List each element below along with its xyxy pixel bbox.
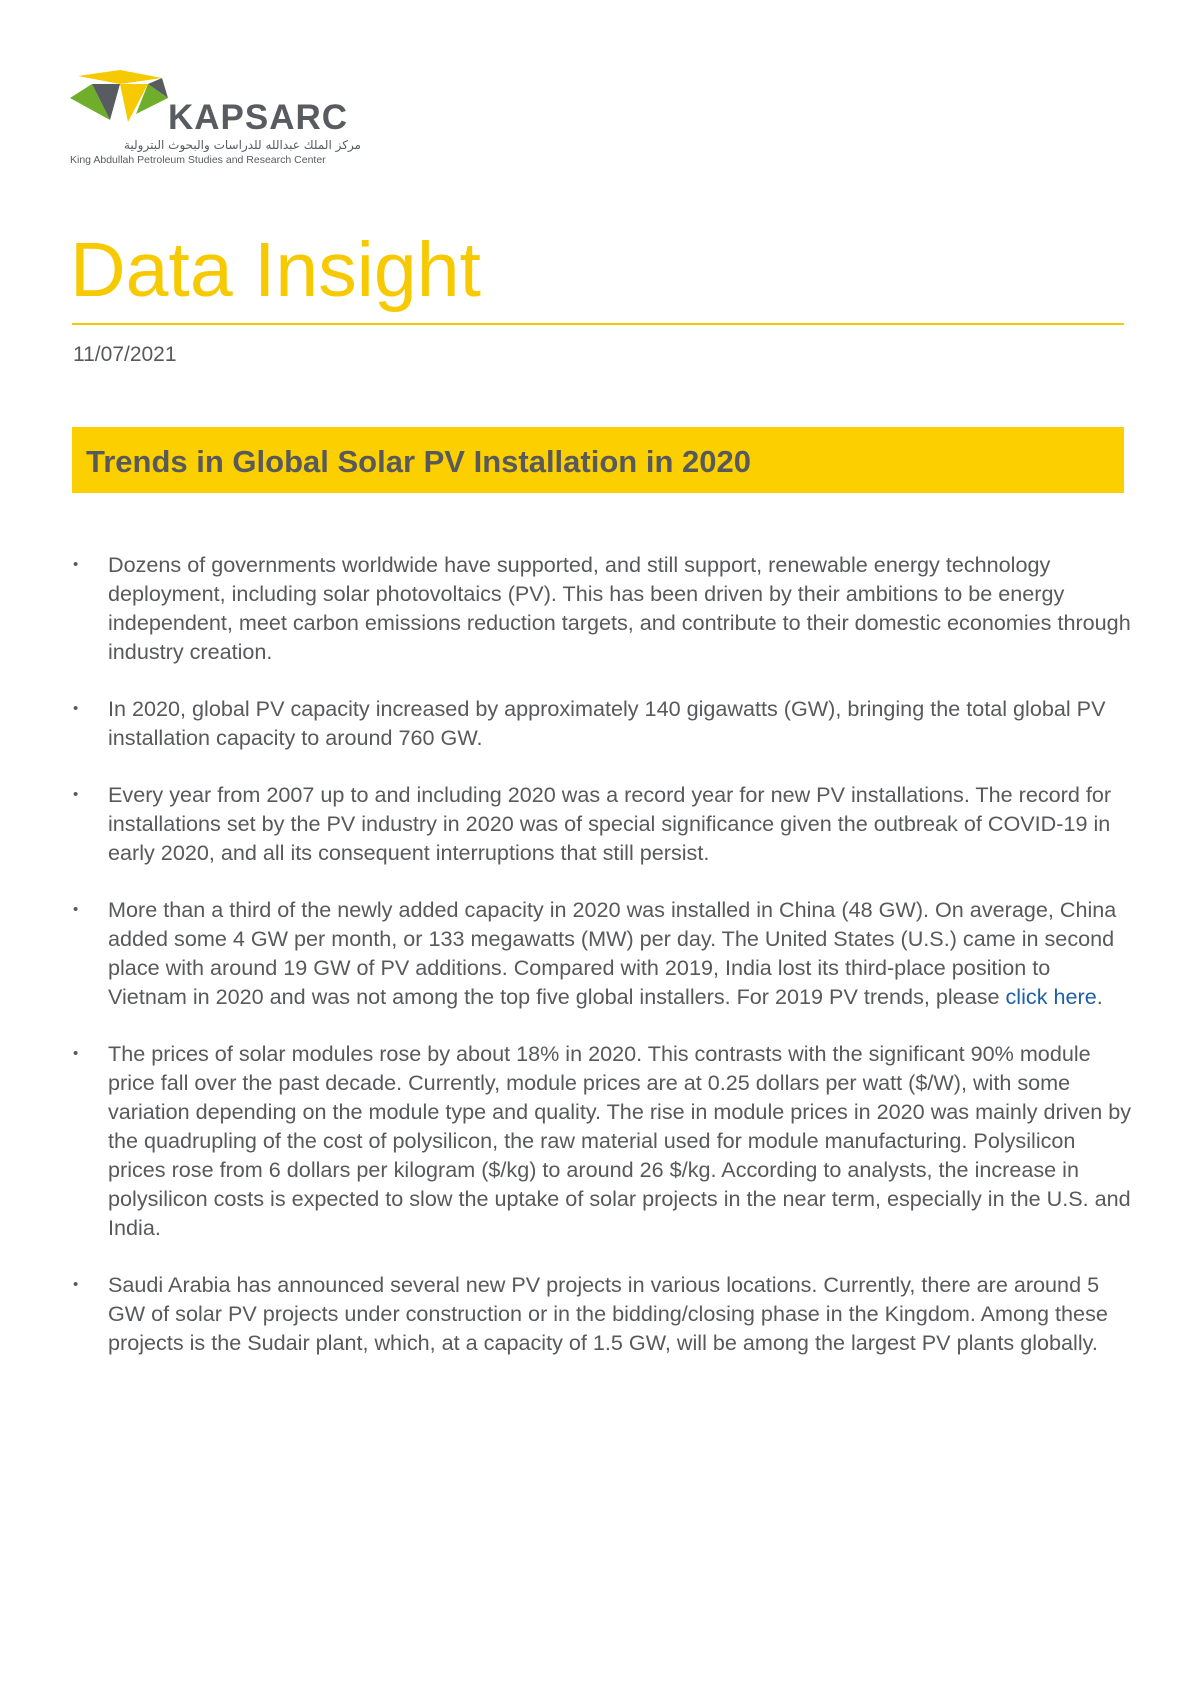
bullet-icon: •: [73, 786, 79, 803]
bullet-icon: •: [73, 1045, 79, 1062]
publication-date: 11/07/2021: [73, 343, 177, 366]
bullet-text-end: .: [1096, 984, 1103, 1009]
bullet-text: In 2020, global PV capacity increased by approximately 140 gigawatts (GW), bringing the total global PV installation capacity to around 760 GW.: [108, 696, 1106, 750]
kapsarc-emblem-icon: [70, 70, 170, 130]
list-item: [72, 550, 1132, 666]
logo-wordmark: KAPSARC: [168, 98, 349, 137]
page-title: Data Insight: [70, 227, 481, 313]
bullet-text: Every year from 2007 up to and including 2020 was a record year for new PV installations. The record for installations set by the PV industry in 2020 was of special significance given the outbreak of COVID-19 in early 2020, and all its consequent interruptions that still persist.: [108, 782, 1112, 865]
list-item: [72, 1270, 1132, 1357]
bullet-list: [72, 550, 1132, 1385]
bullet-icon: •: [73, 700, 79, 717]
bullet-text: Saudi Arabia has announced several new PV projects in various locations. Currently, there are around 5 GW of solar PV projects under construction or in the bidding/closing phase in the Kingdom. Among these projects is the Sudair plant, which, at a capacity of 1.5 GW, will be among the largest PV plants globally.: [108, 1272, 1108, 1355]
bullet-text: More than a third of the newly added capacity in 2020 was installed in China (48 GW). On average, China added some 4 GW per month, or 133 megawatts (MW) per day. The United States (U.S.) came in second place with around 19 GW of PV additions. Compared with 2019, India lost its third-place position to Vietnam in 2020 and was not among the top five global installers. For 2019 PV trends, please: [108, 897, 1117, 1009]
title-divider: [72, 323, 1124, 325]
logo-arabic-name: مركز الملك عبدالله للدراسات والبحوث البترولية: [123, 138, 361, 152]
bullet-icon: •: [73, 1276, 79, 1293]
article-title-banner: [72, 427, 1124, 493]
bullet-icon: •: [73, 901, 79, 918]
list-item: [72, 780, 1132, 867]
article-title: Trends in Global Solar PV Installation in 2020: [86, 444, 751, 479]
click-here-link[interactable]: click here: [1005, 984, 1097, 1009]
logo-english-name: King Abdullah Petroleum Studies and Research Center: [70, 154, 326, 166]
list-item: [72, 694, 1132, 752]
bullet-icon: •: [73, 556, 79, 573]
bullet-text: The prices of solar modules rose by about 18% in 2020. This contrasts with the significant 90% module price fall over the past decade. Currently, module prices are at 0.25 dollars per watt ($/W), with some variation depending on the module type and quality. The rise in module prices in 2020 was mainly driven by the quadrupling of the cost of polysilicon, the raw material used for module manufacturing. Polysilicon prices rose from 6 dollars per kilogram ($/kg) to around 26 $/kg. According to analysts, the increase in polysilicon costs is expected to slow the uptake of solar projects in the near term, especially in the U.S. and India.: [108, 1041, 1132, 1240]
bullet-text: Dozens of governments worldwide have supported, and still support, renewable energy technology deployment, including solar photovoltaics (PV). This has been driven by their ambitions to be energy independent, meet carbon emissions reduction targets, and contribute to their domestic economies through industry creation.: [108, 552, 1131, 664]
kapsarc-logo: [70, 70, 370, 170]
list-item: [72, 1039, 1132, 1242]
list-item: [72, 895, 1132, 1011]
